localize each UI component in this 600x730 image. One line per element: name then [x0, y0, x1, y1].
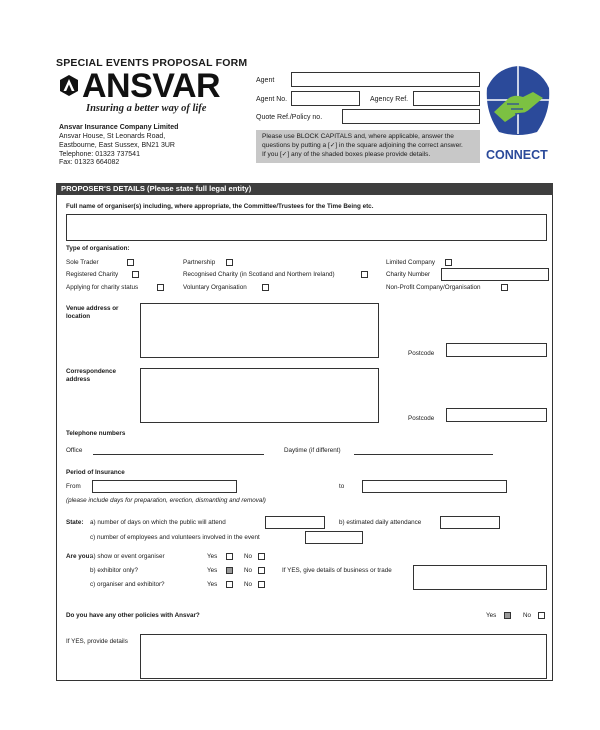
voluntary-organisation-label: Voluntary Organisation [183, 284, 247, 291]
office-phone-line[interactable] [93, 454, 264, 455]
are-you-label: Are you: [66, 553, 92, 560]
note-line-3: If you [✓] any of the shaded boxes please provide details. [262, 151, 431, 158]
company-address-line-1: Ansvar House, St Leonards Road, [59, 133, 166, 140]
full-name-label: Full name of organiser(s) including, where appropriate, the Committee/Trustees for the Time Being etc. [66, 203, 374, 210]
state-label: State: [66, 519, 84, 526]
company-name: Ansvar Insurance Company Limited [59, 124, 179, 131]
applying-charity-checkbox[interactable] [157, 284, 164, 291]
venue-label-line-1: Venue address or [66, 305, 119, 312]
if-yes-details-label: If YES, provide details [66, 638, 128, 645]
period-note: (please include days for preparation, erection, dismantling and removal) [66, 497, 266, 504]
charity-number-input[interactable] [441, 268, 549, 281]
state-c-label: c) number of employees and volunteers involved in the event [90, 534, 260, 541]
are-a-no-checkbox[interactable] [258, 553, 265, 560]
recognised-charity-label: Recognised Charity (in Scotland and Northern Ireland) [183, 271, 335, 278]
public-days-input[interactable] [265, 516, 325, 529]
connect-label: CONNECT [486, 148, 548, 162]
recognised-charity-checkbox[interactable] [361, 271, 368, 278]
exhibitor-details-input[interactable] [413, 565, 547, 590]
brand-tagline: Insuring a better way of life [86, 103, 207, 114]
company-fax: Fax: 01323 664082 [59, 159, 120, 166]
telephone-numbers-label: Telephone numbers [66, 430, 126, 437]
are-c-yes-checkbox[interactable] [226, 581, 233, 588]
to-label: to [339, 483, 345, 490]
are-b-yes-checkbox[interactable] [226, 567, 233, 574]
partnership-checkbox[interactable] [226, 259, 233, 266]
agency-ref-label: Agency Ref. [370, 96, 409, 103]
correspondence-postcode-label: Postcode [408, 415, 435, 422]
state-a-label: a) number of days on which the public will attend [90, 519, 226, 526]
are-c-yes-label: Yes [207, 581, 218, 588]
agent-no-label: Agent No. [256, 96, 288, 103]
instructions-note [256, 130, 480, 163]
note-line-1: Please use BLOCK CAPITALS and, where applicable, answer the [262, 133, 454, 140]
daytime-label: Daytime (if different) [284, 447, 341, 454]
office-label: Office [66, 447, 83, 454]
sole-trader-label: Sole Trader [66, 259, 99, 266]
connect-handshake-icon [485, 64, 551, 138]
are-b-yes-label: Yes [207, 567, 218, 574]
type-of-organisation-label: Type of organisation: [66, 245, 130, 252]
are-a-yes-checkbox[interactable] [226, 553, 233, 560]
correspondence-label-line-2: address [66, 376, 91, 383]
are-a-no-label: No [244, 553, 253, 560]
are-b-label: b) exhibitor only? [90, 567, 138, 574]
from-label: From [66, 483, 81, 490]
daytime-phone-line[interactable] [354, 454, 493, 455]
voluntary-organisation-checkbox[interactable] [262, 284, 269, 291]
period-to-input[interactable] [362, 480, 507, 493]
exhibitor-details-label: If YES, give details of business or trade [282, 567, 392, 574]
non-profit-checkbox[interactable] [501, 284, 508, 291]
are-c-no-checkbox[interactable] [258, 581, 265, 588]
registered-charity-label: Registered Charity [66, 271, 119, 278]
quote-ref-input[interactable] [342, 109, 480, 124]
agency-ref-input[interactable] [413, 91, 480, 106]
non-profit-label: Non-Profit Company/Organisation [386, 284, 481, 291]
note-line-2: questions by putting a [✓] in the square adjoining the correct answer. [262, 142, 463, 149]
applying-charity-label: Applying for charity status [66, 284, 139, 291]
ansvar-logo-icon [59, 74, 79, 97]
state-b-label: b) estimated daily attendance [339, 519, 422, 526]
partnership-label: Partnership [183, 259, 216, 266]
period-from-input[interactable] [92, 480, 237, 493]
other-policies-label: Do you have any other policies with Ansvar? [66, 612, 200, 619]
venue-postcode-input[interactable] [446, 343, 547, 357]
full-name-input[interactable] [66, 214, 547, 241]
other-policies-no-checkbox[interactable] [538, 612, 545, 619]
quote-ref-label: Quote Ref./Policy no. [256, 114, 323, 121]
correspondence-postcode-input[interactable] [446, 408, 547, 422]
agent-input[interactable] [291, 72, 480, 87]
correspondence-label-line-1: Correspondence [66, 368, 117, 375]
limited-company-checkbox[interactable] [445, 259, 452, 266]
sole-trader-checkbox[interactable] [127, 259, 134, 266]
registered-charity-checkbox[interactable] [132, 271, 139, 278]
form-title: SPECIAL EVENTS PROPOSAL FORM [56, 57, 248, 69]
connect-logo [485, 64, 551, 162]
are-c-label: c) organiser and exhibitor? [90, 581, 165, 588]
venue-label-line-2: location [66, 313, 91, 320]
agent-label: Agent [256, 77, 275, 84]
employees-input[interactable] [305, 531, 363, 544]
company-telephone: Telephone: 01323 737541 [59, 151, 140, 158]
charity-number-label: Charity Number [386, 271, 431, 278]
are-b-no-checkbox[interactable] [258, 567, 265, 574]
period-of-insurance-label: Period of Insurance [66, 469, 125, 476]
proposer-section-header: PROPOSER'S DETAILS (Please state full legal entity) [56, 183, 553, 195]
other-policies-yes-label: Yes [486, 612, 497, 619]
are-c-no-label: No [244, 581, 253, 588]
daily-attendance-input[interactable] [440, 516, 500, 529]
venue-address-input[interactable] [140, 303, 379, 358]
are-a-label: a) show or event organiser [90, 553, 165, 560]
agent-no-input[interactable] [291, 91, 360, 106]
are-a-yes-label: Yes [207, 553, 218, 560]
venue-postcode-label: Postcode [408, 350, 435, 357]
limited-company-label: Limited Company [386, 259, 435, 266]
company-address-line-2: Eastbourne, East Sussex, BN21 3UR [59, 142, 175, 149]
other-policies-details-input[interactable] [140, 634, 547, 679]
correspondence-address-input[interactable] [140, 368, 379, 423]
proposer-section-frame [56, 183, 553, 681]
are-b-no-label: No [244, 567, 253, 574]
other-policies-yes-checkbox[interactable] [504, 612, 511, 619]
ansvar-wordmark: ANSVAR [82, 67, 221, 105]
other-policies-no-label: No [523, 612, 532, 619]
